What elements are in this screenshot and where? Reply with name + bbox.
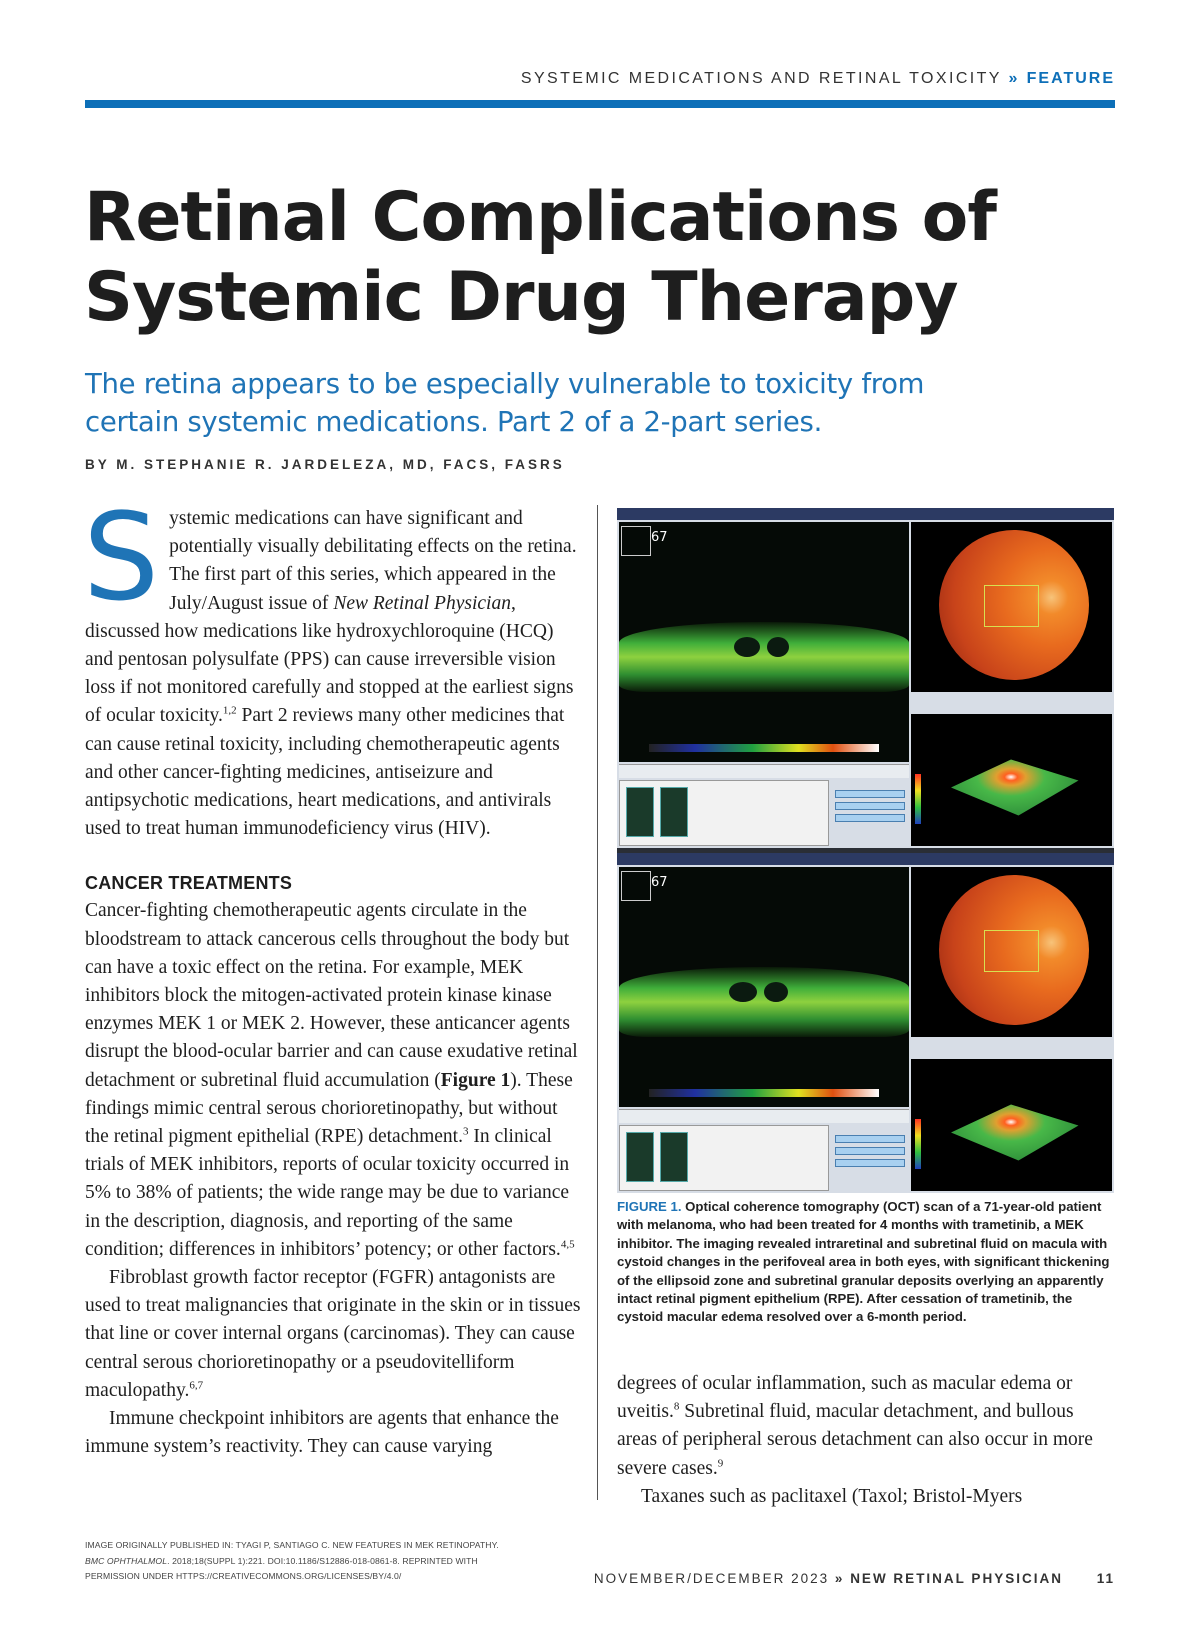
footer-issue: NOVEMBER/DECEMBER 2023 bbox=[593, 1571, 830, 1586]
running-header bbox=[521, 70, 1115, 88]
intro-paragraph: Systemic medications can have significant and potentially visually debilitating effects on the retina. The first part of this series, which appeared in the July/August issue of New Retinal Physician, discussed how medications like hydroxychloroquine (HCQ) and pentosan polysulfate (PPS) can cause irreversible vision loss if not monitored carefully and stopped at the earliest signs of ocular toxicity.$^{1,2}$ Part 2 reviews many other medicines that can cause retinal toxicity, including chemotherapeutic agents and other cancer-fighting medicines, antiseizure and antipsychotic medications, heart medications, and antivirals used to treat human immunodeficiency virus (HIV). bbox=[83, 489, 577, 840]
cancer-paragraph-1: Cancer-fighting chemotherapeutic agents circulate in the bloodstream to attack cancerous cells throughout the body but can have a toxic effect on the retina. For example, MEK inhibitors block the mitogen-activated protein kinase kinase enzymes MEK 1 or MEK 2. However, these anticancer agents disrupt the blood-ocular barrier and can cause exudative retinal detachment or subretinal fluid accumulation (Figure 1). These findings mimic central serous chorioretinopathy, but without the retinal pigment epithelial (RPE) detachment.$^3$ In clinical trials of MEK inhibitors, reports of ocular toxicity occurred in 5% to 38% of patients; the wide range may be due to variance in the description, diagnosis, and reporting of the same condition; differences in inhibitors’ potency; or other factors.$^{4,5}$ bbox=[85, 900, 578, 1260]
header-rule bbox=[85, 100, 1115, 108]
reference-marker: 8 bbox=[673, 1400, 680, 1413]
page-footer bbox=[594, 1571, 1115, 1586]
article-title: Retinal Complications of Systemic Drug Therapy bbox=[84, 178, 996, 337]
figure-oct-scan bbox=[617, 508, 1114, 1193]
oct-thumbnails bbox=[619, 1125, 829, 1191]
reference-marker: 3 bbox=[462, 1125, 469, 1138]
figure-reference: Figure 1 bbox=[440, 1069, 511, 1091]
header-category: FEATURE bbox=[1026, 70, 1115, 87]
cancer-paragraph-2: Fibroblast growth factor receptor (FGFR) antagonists are used to treat malignancies that originate in the skin or in tissues that line or cover internal organs (carcinomas). They can cause central serous chorioretinopathy or a pseudovitelliform maculopathy.$^{6,7}$ bbox=[85, 1267, 581, 1401]
header-separator: » bbox=[1008, 70, 1020, 87]
oct-thumbnails bbox=[619, 780, 829, 846]
footer-separator: » bbox=[834, 1571, 845, 1586]
oct-color-bar bbox=[649, 744, 879, 752]
oct-controls bbox=[619, 764, 909, 778]
footer-magazine: NEW RETINAL PHYSICIAN bbox=[850, 1571, 1063, 1586]
column-divider bbox=[597, 505, 598, 1500]
reference-marker: 1,2 bbox=[222, 704, 237, 717]
right-paragraph-1: degrees of ocular inflammation, such as macular edema or uveitis.$^8$ Subretinal fluid, macular detachment, and bullous areas of peripheral serous detachment can also occur in more severe cases.$^9$ bbox=[617, 1373, 1093, 1479]
oct-panel-top bbox=[617, 508, 1114, 848]
article-byline: BY M. STEPHANIE R. JARDELEZA, MD, FACS, FASRS bbox=[85, 457, 565, 472]
reference-marker: 6,7 bbox=[189, 1379, 204, 1392]
reference-marker: 4,5 bbox=[560, 1238, 575, 1251]
article-subtitle: The retina appears to be especially vulnerable to toxicity from certain systemic medications. Part 2 of a 2-part series. bbox=[85, 368, 925, 438]
cancer-paragraph-3: Immune checkpoint inhibitors are agents that enhance the immune system’s reactivity. They can cause varying bbox=[85, 1408, 559, 1458]
right-paragraph-2: Taxanes such as paclitaxel (Taxol; Bristol-Myers bbox=[641, 1485, 1023, 1507]
oct-side-buttons bbox=[835, 790, 905, 826]
oct-bscan-image bbox=[619, 867, 909, 1107]
figure-caption bbox=[617, 1198, 1114, 1327]
oct-controls bbox=[619, 1109, 909, 1123]
fundus-image bbox=[911, 867, 1112, 1047]
scan-value-label: 67 bbox=[651, 875, 668, 890]
drop-cap: S bbox=[83, 489, 160, 628]
credit-journal: BMC OPHTHALMOL bbox=[85, 1555, 168, 1566]
oct-toolbar bbox=[617, 508, 1114, 520]
right-column bbox=[617, 1370, 1117, 1511]
thickness-map bbox=[911, 704, 1112, 846]
oct-bscan-image bbox=[619, 522, 909, 762]
thickness-map bbox=[911, 1049, 1112, 1191]
oct-color-bar bbox=[649, 1089, 879, 1097]
oct-panel-bottom bbox=[617, 853, 1114, 1193]
page-number: 11 bbox=[1096, 1571, 1115, 1586]
figure-caption-text: Optical coherence tomography (OCT) scan of a 71-year-old patient with melanoma, who had been treated for 4 months with trametinib, a MEK inhibitor. The imaging revealed intraretinal and subretinal fluid on macula with cystoid changes in the perifoveal area in both eyes, with significant thickening of the ellipsoid zone and subretinal granular deposits overlying an apparently intact retinal pigment epithelium (RPE). After cessation of trametinib, the cystoid macular edema resolved over a 6-month period. bbox=[617, 1199, 1110, 1325]
scan-value-label: 67 bbox=[651, 530, 668, 545]
figure-label: FIGURE 1. bbox=[617, 1199, 682, 1214]
header-section: SYSTEMIC MEDICATIONS AND RETINAL TOXICITY bbox=[520, 70, 1002, 87]
left-column bbox=[83, 489, 585, 1462]
reference-marker: 9 bbox=[717, 1457, 724, 1470]
oct-side-buttons bbox=[835, 1135, 905, 1171]
oct-toolbar bbox=[617, 853, 1114, 865]
journal-name: New Retinal Physician bbox=[333, 592, 511, 614]
fundus-image bbox=[911, 522, 1112, 702]
image-credit: IMAGE ORIGINALLY PUBLISHED IN: TYAGI P, SANTIAGO C. NEW FEATURES IN MEK RETINOPATHY. BMC OPHTHALMOL. 2018;18(SUPPL 1):221. DOI:10.1186/S12886-018-0861-8. REPRINTED WITH PERMISSION UNDER HTTPS://CREATIVECOMMONS.ORG/LICENSES/BY/4.0/ bbox=[85, 1540, 499, 1581]
section-heading-cancer: CANCER TREATMENTS bbox=[85, 873, 293, 894]
